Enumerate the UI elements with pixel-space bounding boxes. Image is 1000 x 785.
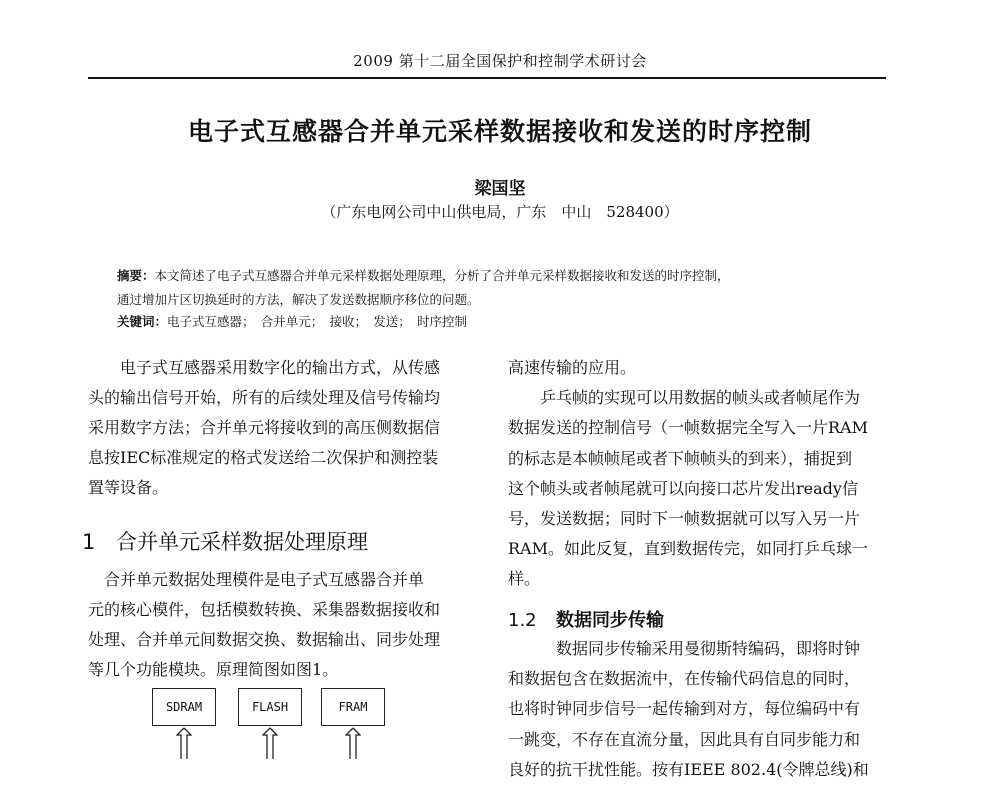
- paper-title: 电子式互感器合并单元采样数据接收和发送的时序控制: [187, 117, 812, 146]
- right-line: 的标志是本帧帧尾或者下帧帧头的到来），捕捉到: [508, 448, 853, 468]
- intro-line: 头的输出信号开始，所有的后续处理及信号传输均: [88, 388, 441, 407]
- section-1-2-paragraph: [508, 634, 869, 785]
- conference-header: 2009 第十二届全国保护和控制学术研讨会: [353, 52, 647, 70]
- diagram-box-flash: FLASH: [238, 688, 302, 726]
- intro-line: 置等设备。: [88, 478, 169, 497]
- intro-line: 息按IEC标准规定的格式发送给二次保护和测控装: [88, 448, 439, 467]
- section-1-2-line: 也将时钟同步信号一起传输到对方，每位编码中有: [508, 699, 861, 719]
- keywords-line: [117, 312, 467, 330]
- keywords-label: 关键词：: [117, 314, 168, 329]
- section-1-heading: [82, 526, 368, 556]
- section-1-paragraph: [88, 565, 440, 685]
- diagram-box-sdram: SDRAM: [152, 688, 216, 726]
- right-line: 高速传输的应用。: [508, 358, 637, 377]
- section-1-2-title: 数据同步传输: [556, 610, 664, 631]
- right-line: 乒乓帧的实现可以用数据的帧头或者帧尾作为: [540, 388, 861, 408]
- section-1-2-line: 一跳变，不存在直流分量，因此具有自同步能力和: [508, 729, 861, 749]
- right-line: 样。: [508, 569, 541, 589]
- abstract-line-2: 通过增加片区切换延时的方法，解决了发送数据顺序移位的问题。: [117, 292, 480, 307]
- section-1-2-line: 数据同步传输采用曼彻斯特编码，即将时钟: [556, 639, 861, 658]
- section-1-2-number: 1.2: [508, 610, 537, 631]
- abstract-text-1: 本文简述了电子式互感器合并单元采样数据处理原理，分析了合并单元采样数据接收和发送的时序控制，: [154, 268, 730, 283]
- intro-line: 电子式互感器采用数字化的输出方式，从传感: [120, 358, 441, 377]
- section-1-line: 合并单元数据处理模件是电子式互感器合并单: [104, 570, 425, 589]
- section-1-line: 处理、合并单元间数据交换、数据输出、同步处理: [88, 630, 441, 649]
- author-name: 梁国坚: [474, 179, 526, 199]
- right-line: 这个帧头或者帧尾就可以向接口芯片发出ready信: [508, 478, 858, 498]
- right-line: 号，发送数据；同时下一帧数据就可以写入另一片: [508, 509, 861, 529]
- diagram-box-fram: FRAM: [321, 688, 385, 726]
- right-line: RAM。如此反复，直到数据传完，如同打乒乓球一: [508, 539, 868, 559]
- section-1-line: 等几个功能模块。原理简图如图1。: [88, 660, 339, 679]
- intro-line: 采用数字方法；合并单元将接收到的高压侧数据信: [88, 418, 441, 437]
- section-1-2-line: 良好的抗干扰性能。按有IEEE 802.4(令牌总线)和: [508, 759, 869, 779]
- header-rule: [88, 77, 886, 79]
- bidirectional-arrow-icon: [345, 727, 361, 759]
- abstract-label: 摘要：: [117, 268, 155, 283]
- abstract-line-1: [117, 266, 730, 284]
- section-1-2-line: 和数据包含在数据流中，在传输代码信息的同时，: [508, 669, 861, 689]
- right-line: 数据发送的控制信号（一帧数据完全写入一片RAM: [508, 418, 868, 438]
- bidirectional-arrow-icon: [262, 727, 278, 759]
- bidirectional-arrow-icon: [176, 727, 192, 759]
- section-1-2-heading: [508, 606, 664, 632]
- right-column-paragraph: [508, 353, 868, 595]
- keywords-text: 电子式互感器； 合并单元； 接收； 发送； 时序控制: [167, 314, 468, 329]
- intro-paragraph: [88, 353, 440, 503]
- section-1-title: 合并单元采样数据处理原理: [116, 530, 368, 554]
- section-1-number: 1: [82, 530, 96, 554]
- author-affiliation: （广东电网公司中山供电局，广东 中山 528400）: [321, 203, 679, 221]
- section-1-line: 元的核心模件，包括模数转换、采集器数据接收和: [88, 600, 441, 619]
